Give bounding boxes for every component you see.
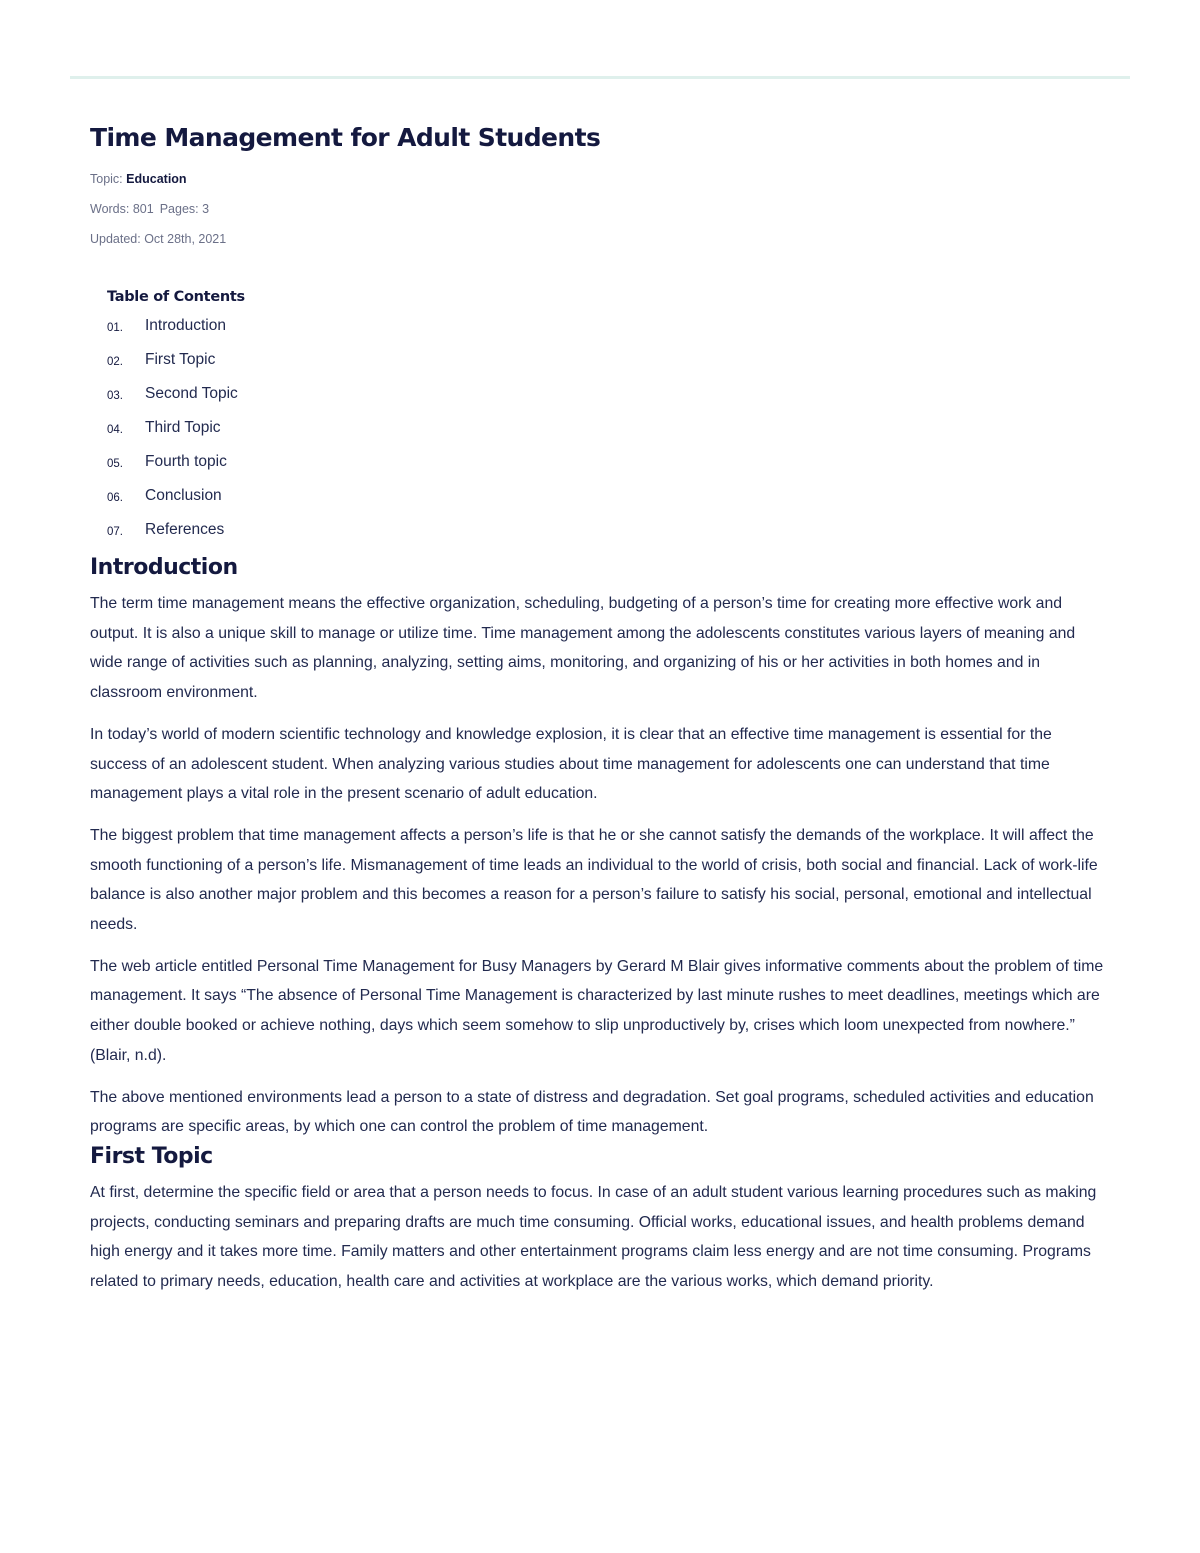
toc-link[interactable]: Fourth topic [145,453,227,470]
toc-number: 01. [107,322,123,334]
toc-item-second-topic[interactable] [107,383,1110,417]
toc-number: 03. [107,390,123,402]
toc-link[interactable]: Conclusion [145,487,222,504]
toc-link[interactable]: References [145,521,225,538]
toc-item-first-topic[interactable] [107,349,1110,383]
topic-link[interactable]: Education [126,172,187,186]
toc-link[interactable]: Introduction [145,317,226,334]
toc-item-introduction[interactable] [107,315,1110,349]
topic-label: Topic: [90,172,123,186]
paragraph: The above mentioned environments lead a person to a state of distress and degradation. Set goal programs, scheduled activities and education programs are specific areas, by which one can control the problem of time management. [90,1088,1094,1136]
toc-item-third-topic[interactable] [107,417,1110,451]
length-meta [90,201,1110,217]
word-count: Words: 801 [90,202,154,216]
toc-list [107,315,1110,553]
header-divider [70,76,1130,79]
toc-link[interactable]: Third Topic [145,419,221,436]
toc-title: Table of Contents [107,289,245,305]
paragraph: At first, determine the specific field or area that a person needs to focus. In case of an adult student various learning procedures such as making projects, conducting seminars and preparing drafts are much time consuming. Official works, educational issues, and health problems demand high energy and it takes more time. Family matters and other entertainment programs claim less energy and are not time consuming. Programs related to primary needs, education, health care and activities at workplace are the various works, which demand priority. [90,1183,1097,1291]
toc-number: 02. [107,356,123,368]
paragraph: The web article entitled Personal Time Management for Busy Managers by Gerard M Blair gives informative comments about the problem of time management. It says “The absence of Personal Time Management is characterized by last minute rushes to meet deadlines, meetings which are either double booked or achieve nothing, days which seem somehow to slip unproductively by, crises which loom unexpected from nowhere.” (Blair, n.d). [90,957,1104,1064]
paragraph: The biggest problem that time management affects a person’s life is that he or she cannot satisfy the demands of the workplace. It will affect the smooth functioning of a person’s life. Mismanagement of time leads an individual to the world of crisis, both social and financial. Lack of work-life balance is also another major problem and this becomes a reason for a person’s failure to satisfy his social, personal, emotional and intellectual needs. [90,826,1098,934]
toc-number: 05. [107,458,123,470]
page-title: Time Management for Adult Students [90,123,601,152]
updated-date: Updated: Oct 28th, 2021 [90,232,227,246]
topic-meta [90,171,1110,187]
toc-link[interactable]: Second Topic [145,385,238,402]
toc-number: 04. [107,424,123,436]
paragraph: The term time management means the effective organization, scheduling, budgeting of a person’s time for creating more effective work and output. It is also a unique skill to manage or utilize time. Time management among the adolescents constitutes various layers of meaning and wide range of activities such as planning, analyzing, setting aims, monitoring, and organizing of his or her activities in both homes and in classroom environment. [90,595,1076,702]
paragraph: In today’s world of modern scientific technology and knowledge explosion, it is clear that an effective time management is essential for the success of an adolescent student. When analyzing various studies about time management for adolescents one can understand that time management plays a vital role in the present scenario of adult education. [90,725,1052,803]
document-body [90,118,1110,1297]
page-count: Pages: 3 [159,202,210,216]
table-of-contents [107,287,1110,553]
toc-number: 06. [107,492,123,504]
toc-number: 07. [107,526,123,538]
section-heading-first-topic: First Topic [90,1143,213,1169]
toc-link[interactable]: First Topic [145,351,216,368]
toc-item-conclusion[interactable] [107,485,1110,519]
toc-item-fourth-topic[interactable] [107,451,1110,485]
section-heading-introduction: Introduction [90,555,238,580]
toc-item-references[interactable] [107,519,1110,553]
